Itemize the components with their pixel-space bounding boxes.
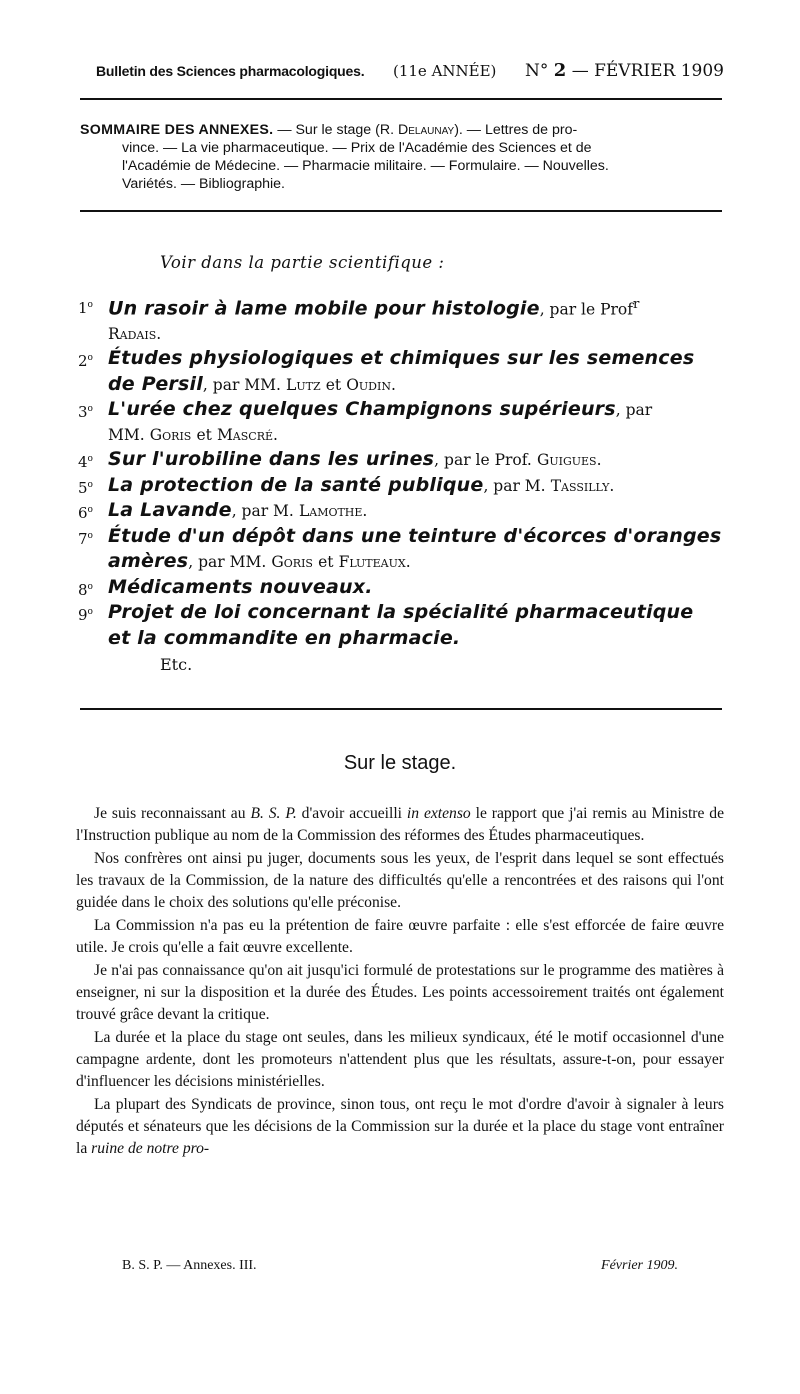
list-item <box>78 293 728 346</box>
item-by: , par M. <box>231 502 294 521</box>
issue-date: — FÉVRIER 1909 <box>571 61 724 81</box>
item-title: Études physiologiques et chimiques sur les semences <box>108 347 695 370</box>
item-by: , par MM. <box>202 375 281 394</box>
item-by: , par MM. <box>188 553 267 572</box>
running-header <box>96 60 724 81</box>
header-rule <box>80 98 722 100</box>
sommaire-text-2: ). — Lettres de pro- <box>454 122 578 138</box>
footer-date: Février 1909. <box>601 1258 678 1273</box>
item-number: 8$^o$ <box>78 580 93 599</box>
item-title: Sur l'urobiline dans les urines <box>108 448 435 471</box>
sommaire-author: Delaunay <box>398 122 455 138</box>
sommaire-text-1: — Sur le stage (R. <box>277 122 395 138</box>
item-by: , par le Prof. <box>434 451 532 470</box>
item-title: Étude d'un dépôt dans une teinture d'écorces d'oranges <box>108 524 722 547</box>
list-etc: Etc. <box>160 655 193 674</box>
item-number: 4$^o$ <box>78 453 93 472</box>
list-item <box>78 397 728 447</box>
item-author: Radais. <box>108 324 162 343</box>
item-and: et <box>318 553 334 572</box>
item-title-cont: et la commandite en pharmacie. <box>108 626 461 649</box>
item-title-cont: amères <box>108 550 189 573</box>
paragraph: Nos confrères ont ainsi pu juger, documents sous les yeux, de l'esprit dans lequel se sont effectués les travaux de la Commission, de la nature des difficultés qu'elle a rencontrées et des raisons qui l'ont guidée dans le choix des solutions qu'elle préconise. <box>76 850 724 911</box>
sommaire-block <box>80 121 725 193</box>
item-title: Un rasoir à lame mobile pour histologie <box>108 297 540 320</box>
list-item <box>78 600 728 651</box>
item-by: , par <box>615 401 653 420</box>
sommaire-line-2: vince. — La vie pharmaceutique. — Prix de l'Académie des Sciences et de <box>122 140 592 156</box>
item-number: 1$^o$ <box>78 299 93 317</box>
item-author: Lamothe. <box>298 502 368 521</box>
list-item <box>78 498 728 524</box>
section-title: Sur le stage. <box>343 752 457 774</box>
item-author: Goris <box>271 553 313 572</box>
article-body <box>76 803 724 1160</box>
paragraph: Je suis reconnaissant au B. S. P. d'avoir accueilli in extenso le rapport que j'ai remis au Ministre de l'Instruction publique au nom de la Commission des réformes des Études pharmaceutiques. <box>76 805 725 844</box>
paragraph: Je n'ai pas connaissance qu'on ait jusqu'ici formulé de protestations sur le programme des matières à enseigner, ni sur la disposition et la durée des Études. Les points accessoirement traités ont également trouvé grâce devant la critique. <box>76 962 724 1023</box>
item-and: et <box>196 425 212 444</box>
item-number: 5$^o$ <box>78 478 93 497</box>
item-title: Médicaments nouveaux. <box>108 575 373 598</box>
item-author: Fluteaux. <box>338 553 411 572</box>
list-item <box>78 346 728 397</box>
paragraph: La plupart des Syndicats de province, sinon tous, ont reçu le mot d'ordre d'avoir à signaler à leurs députés et sénateurs que les décisions de la Commission sur la durée et la place du stage vont entraîner la ruine de notre pro- <box>76 1096 724 1157</box>
page-footer <box>122 1258 678 1274</box>
item-author: Tassilly. <box>550 476 615 495</box>
issue-info <box>525 60 724 81</box>
item-author: Mascré. <box>216 425 278 444</box>
item-number: 2$^o$ <box>78 352 93 371</box>
item-by-2: MM. <box>108 425 145 444</box>
footer-signature: B. S. P. — Annexes. III. <box>122 1258 257 1273</box>
paragraph: La Commission n'a pas eu la prétention de faire œuvre parfaite : elle s'est efforcée de faire œuvre utile. Je crois qu'elle a fait œuvre excellente. <box>76 917 724 956</box>
sommaire-line-4: Variétés. — Bibliographie. <box>122 176 285 192</box>
sommaire-line-3: l'Académie de Médecine. — Pharmacie militaire. — Formulaire. — Nouvelles. <box>122 158 609 174</box>
item-sup: r <box>633 297 640 312</box>
journal-name: Bulletin des Sciences pharmacologiques. <box>96 63 365 79</box>
item-number: 3$^o$ <box>78 403 93 422</box>
list-item <box>78 575 728 601</box>
section-rule <box>80 708 722 710</box>
item-title: La protection de la santé publique <box>108 473 484 496</box>
item-title: Projet de loi concernant la spécialité pharmaceutique <box>108 601 694 624</box>
scientific-contents-list <box>78 293 728 651</box>
voir-heading: Voir dans la partie scientifique : <box>160 253 445 272</box>
item-author: Oudin. <box>346 375 396 394</box>
item-title: L'urée chez quelques Champignons supérieurs <box>108 398 616 421</box>
item-number: 9$^o$ <box>78 606 93 625</box>
item-author: Goris <box>149 425 192 444</box>
item-number: 7$^o$ <box>78 529 93 548</box>
item-by: , par M. <box>483 476 546 495</box>
sommaire-rule <box>80 210 722 212</box>
item-title: La Lavande <box>108 499 232 522</box>
sommaire-title: SOMMAIRE DES ANNEXES. <box>80 122 274 138</box>
journal-year: (11e ANNÉE) <box>392 62 497 80</box>
item-by: , par le Prof <box>539 300 634 319</box>
paragraph: La durée et la place du stage ont seules, dans les milieux syndicaux, été le motif occasionnel d'une campagne ardente, dont les promoteurs n'attendent plus que les résultats, assure-t-on, pour essayer d'influencer les décisions ministérielles. <box>76 1029 724 1090</box>
issue-number: 2 <box>553 60 567 81</box>
list-item <box>78 524 728 575</box>
issue-prefix: N° <box>524 61 549 81</box>
item-and: et <box>325 375 342 394</box>
item-title-cont: de Persil <box>108 372 203 395</box>
item-author: Lutz <box>286 375 321 394</box>
list-item <box>78 447 728 473</box>
item-author: Guigues. <box>536 451 602 470</box>
list-item <box>78 473 728 499</box>
item-number: 6$^o$ <box>78 504 93 523</box>
